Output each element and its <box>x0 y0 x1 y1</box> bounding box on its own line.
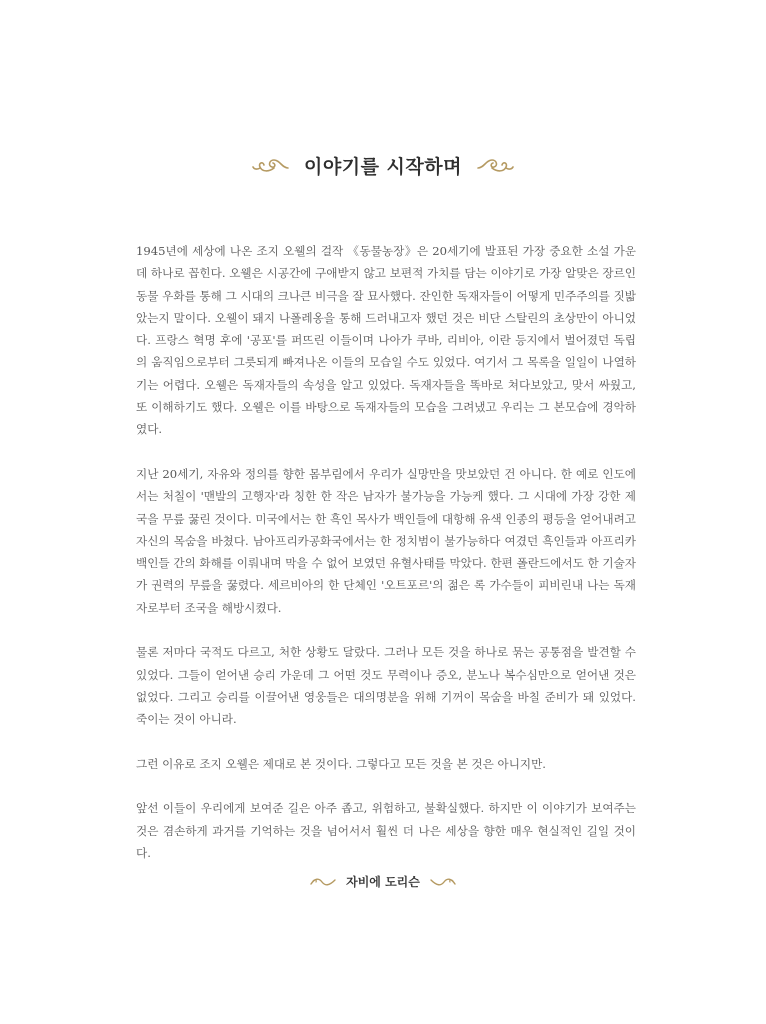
paragraph-1: 1945년에 세상에 나온 조지 오웰의 걸작 《동물농장》은 20세기에 발표된 가장 중요한 소설 가운데 하나로 꼽힌다. 오웰은 시공간에 구애받지 않고 보편적 가치를 담는 이야기로 가장 알맞은 장르인 동물 우화를 통해 그 시대의 크나큰 비극을 잘 묘사했다. 잔인한 독재자들이 어떻게 민주주의를 짓밟았는지 말이다. 오웰이 돼지 나폴레옹을 통해 드러내고자 했던 것은 비단 스탈린의 초상만이 아니었다. 프랑스 혁명 후에 '공포'를 퍼뜨린 이들이며 나아가 쿠바, 리비아, 이란 등지에서 벌어졌던 독립의 움직임으로부터 그릇되게 빠져나온 이들의 모습일 수도 있었다. 여기서 그 목록을 일일이 나열하기는 어렵다. 오웰은 독재자들의 속성을 알고 있었다. 독재자들을 똑바로 쳐다보았고, 맞서 싸웠고, 또 이해하기도 했다. 오웰은 이를 바탕으로 독재자들의 모습을 그려냈고 우리는 그 본모습에 경악하였다. <box>136 244 636 437</box>
signature-row <box>0 873 766 890</box>
ornament-right-icon <box>476 156 514 176</box>
paragraph-4: 그런 이유로 조지 오웰은 제대로 본 것이다. 그렇다고 모든 것을 본 것은 아니지만. <box>136 756 546 771</box>
paragraph-3: 물론 저마다 국적도 다르고, 처한 상황도 달랐다. 그러나 모든 것을 하나로 묶는 공통점을 발견할 수 있었다. 그들이 얻어낸 승리 가운데 그 어떤 것도 무력이나 증오, 분노나 복수심만으로 얻어낸 것은 없었다. 그리고 승리를 이끌어낸 영웅들은 대의명분을 위해 기꺼이 목숨을 바칠 준비가 돼 있었다. 죽이는 것이 아니라. <box>136 645 636 727</box>
body-text <box>136 240 636 887</box>
signature: 자비에 도리슨 <box>346 875 420 889</box>
paragraph-5: 앞선 이들이 우리에게 보여준 길은 아주 좁고, 위험하고, 불확실했다. 하지만 이 이야기가 보여주는 것은 겸손하게 과거를 기억하는 것을 넘어서서 훨씬 더 나은 세상을 향한 매우 현실적인 길일 것이다. <box>136 801 636 861</box>
flourish-left-icon <box>310 877 336 887</box>
flourish-right-icon <box>430 877 456 887</box>
ornament-left-icon <box>252 156 290 176</box>
title-row <box>0 152 766 179</box>
page-title: 이야기를 시작하며 <box>304 156 462 178</box>
paragraph-2: 지난 20세기, 자유와 정의를 향한 몸부림에서 우리가 실망만을 맛보았던 건 아니다. 한 예로 인도에서는 처칠이 '맨발의 고행자'라 칭한 한 작은 남자가 불가능을 가능케 했다. 그 시대에 가장 강한 제국을 무릎 꿇린 것이다. 미국에서는 한 흑인 목사가 백인들에 대항해 유색 인종의 평등을 얻어내려고 자신의 목숨을 바쳤다. 남아프리카공화국에서는 한 정치범이 불가능하다 여겼던 흑인들과 아프리카 백인들 간의 화해를 이뤄내며 막을 수 없어 보였던 유혈사태를 막았다. 한편 폴란드에서도 한 기술자가 권력의 무릎을 꿇렸다. 세르비아의 한 단체인 '오트포르'의 젊은 록 가수들이 피비린내 나는 독재자로부터 조국을 해방시켰다. <box>136 466 636 615</box>
